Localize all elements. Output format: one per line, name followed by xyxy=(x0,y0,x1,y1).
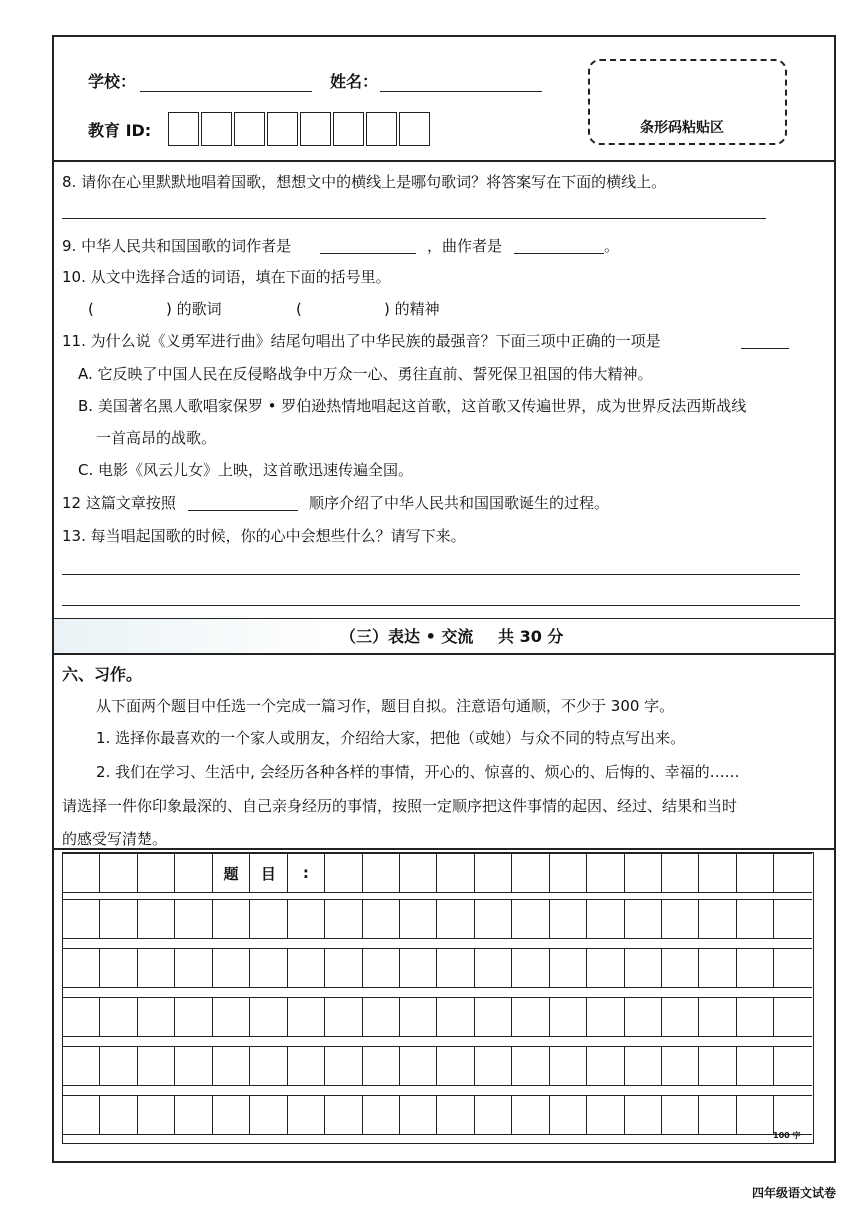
id-box[interactable] xyxy=(366,112,397,146)
grid-cell[interactable] xyxy=(625,948,662,988)
grid-cell[interactable] xyxy=(587,997,624,1037)
grid-cell[interactable] xyxy=(475,997,512,1037)
grid-cell[interactable] xyxy=(737,1095,774,1135)
grid-cell[interactable] xyxy=(587,899,624,939)
grid-cell[interactable] xyxy=(138,997,175,1037)
grid-cell[interactable] xyxy=(550,853,587,893)
composition-option-2-line3: 的感受写清楚。 xyxy=(62,830,168,848)
grid-cell[interactable] xyxy=(512,1046,549,1086)
grid-cell[interactable] xyxy=(175,899,212,939)
grid-cell[interactable] xyxy=(662,948,699,988)
school-field[interactable] xyxy=(140,91,312,92)
grid-cell[interactable] xyxy=(437,1095,474,1135)
answer-blank-9-lyricist[interactable] xyxy=(320,253,416,254)
grid-cell[interactable] xyxy=(363,899,400,939)
grid-cell[interactable] xyxy=(774,853,811,893)
grid-cell[interactable] xyxy=(363,853,400,893)
id-box[interactable] xyxy=(201,112,232,146)
grid-title-cell[interactable]: : xyxy=(288,853,325,893)
question-8: 8. 请你在心里默默地唱着国歌，想想文中的横线上是哪句歌词？将答案写在下面的横线上。 xyxy=(62,173,667,191)
q10-open-paren-2: ( xyxy=(296,300,302,318)
grid-cell[interactable] xyxy=(662,1046,699,1086)
grid-cell[interactable] xyxy=(63,948,100,988)
grid-row xyxy=(63,899,812,939)
grid-cell[interactable] xyxy=(774,899,811,939)
grid-cell[interactable] xyxy=(213,997,250,1037)
grid-cell[interactable] xyxy=(550,1095,587,1135)
grid-cell[interactable] xyxy=(63,1046,100,1086)
question-12-part1: 12 这篇文章按照 xyxy=(62,494,176,512)
answer-line-13-1[interactable] xyxy=(62,574,800,575)
grid-cell[interactable] xyxy=(100,1046,137,1086)
grid-cell[interactable] xyxy=(325,1046,362,1086)
grid-cell[interactable] xyxy=(737,948,774,988)
grid-title-cell[interactable]: 目 xyxy=(250,853,287,893)
grid-cell[interactable] xyxy=(699,1095,736,1135)
grid-cell[interactable] xyxy=(400,853,437,893)
grid-cell[interactable] xyxy=(100,997,137,1037)
id-box[interactable] xyxy=(267,112,298,146)
grid-cell[interactable] xyxy=(437,997,474,1037)
grid-cell[interactable] xyxy=(100,899,137,939)
question-9-part1: 9. 中华人民共和国国歌的词作者是 xyxy=(62,237,292,255)
q10-close-paren-2[interactable]: ) 的精神 xyxy=(384,300,440,318)
paper-title: 四年级语文试卷 xyxy=(752,1186,837,1200)
grid-cell[interactable] xyxy=(737,997,774,1037)
grid-cell[interactable] xyxy=(400,1095,437,1135)
grid-cell[interactable] xyxy=(138,899,175,939)
grid-cell[interactable] xyxy=(774,997,811,1037)
grid-cell[interactable] xyxy=(288,1046,325,1086)
question-9-part3: 。 xyxy=(604,237,620,255)
answer-blank-12[interactable] xyxy=(188,510,298,511)
grid-cell[interactable] xyxy=(288,1095,325,1135)
grid-row xyxy=(63,853,812,893)
grid-cell[interactable] xyxy=(737,899,774,939)
grid-cell[interactable] xyxy=(437,948,474,988)
grid-cell[interactable] xyxy=(175,1095,212,1135)
grid-cell[interactable] xyxy=(475,948,512,988)
grid-cell[interactable] xyxy=(737,853,774,893)
grid-cell[interactable] xyxy=(250,1095,287,1135)
grid-cell[interactable] xyxy=(325,853,362,893)
q11-option-b-line1[interactable]: B. 美国著名黑人歌唱家保罗 • 罗伯逊热情地唱起这首歌，这首歌又传遍世界，成为世界反法西斯战线 xyxy=(78,397,747,415)
answer-blank-11[interactable] xyxy=(741,348,789,349)
answer-line-8[interactable] xyxy=(62,218,766,219)
grid-cell[interactable] xyxy=(550,997,587,1037)
grid-cell[interactable] xyxy=(437,899,474,939)
composition-heading: 六、习作。 xyxy=(62,665,143,684)
id-label: 教育 ID: xyxy=(88,121,152,140)
grid-cell[interactable] xyxy=(587,1095,624,1135)
grid-cell[interactable] xyxy=(400,997,437,1037)
name-label: 姓名： xyxy=(330,72,379,91)
section-3-title: （三）表达 • 交流 xyxy=(340,627,474,646)
grid-cell[interactable] xyxy=(288,997,325,1037)
section-divider-bottom xyxy=(52,653,836,655)
grid-cell[interactable] xyxy=(625,853,662,893)
grid-cell[interactable] xyxy=(138,948,175,988)
composition-option-2-line1: 2. 我们在学习、生活中, 会经历各种各样的事情，开心的、惊喜的、烦心的、后悔的、幸福的…… xyxy=(96,763,740,781)
answer-blank-9-composer[interactable] xyxy=(514,253,604,254)
grid-cell[interactable] xyxy=(587,853,624,893)
grid-cell[interactable] xyxy=(325,997,362,1037)
grid-cell[interactable] xyxy=(475,1046,512,1086)
grid-row xyxy=(63,997,812,1037)
grid-cell[interactable] xyxy=(100,853,137,893)
grid-cell[interactable] xyxy=(774,1095,811,1135)
grid-cell[interactable] xyxy=(100,1095,137,1135)
grid-cell[interactable] xyxy=(699,997,736,1037)
grid-cell[interactable] xyxy=(213,1095,250,1135)
grid-cell[interactable] xyxy=(400,899,437,939)
grid-cell[interactable] xyxy=(63,899,100,939)
grid-cell[interactable] xyxy=(475,899,512,939)
question-9-part2: ，曲作者是 xyxy=(427,237,503,255)
grid-cell[interactable] xyxy=(512,899,549,939)
grid-cell[interactable] xyxy=(100,948,137,988)
grid-cell[interactable] xyxy=(437,1046,474,1086)
grid-cell[interactable] xyxy=(699,853,736,893)
grid-row xyxy=(63,948,812,988)
grid-cell[interactable] xyxy=(250,997,287,1037)
grid-cell[interactable] xyxy=(512,1095,549,1135)
writing-grid[interactable] xyxy=(62,852,814,1144)
grid-cell[interactable] xyxy=(475,853,512,893)
grid-cell[interactable] xyxy=(625,1046,662,1086)
grid-title-cell[interactable]: 题 xyxy=(213,853,250,893)
q10-open-paren-1: ( xyxy=(88,300,94,318)
grid-cell[interactable] xyxy=(550,1046,587,1086)
composition-intro: 从下面两个题目中任选一个完成一篇习作，题目自拟。注意语句通顺，不少于 300 字。 xyxy=(96,697,675,715)
school-label: 学校： xyxy=(88,72,137,91)
grid-divider xyxy=(52,848,836,850)
grid-cell[interactable] xyxy=(325,899,362,939)
grid-cell[interactable] xyxy=(250,899,287,939)
grid-cell[interactable] xyxy=(662,1095,699,1135)
grid-cell[interactable] xyxy=(737,1046,774,1086)
grid-cell[interactable] xyxy=(325,1095,362,1135)
grid-cell[interactable] xyxy=(587,1046,624,1086)
q11-option-b-line2: 一首高昂的战歌。 xyxy=(96,429,217,447)
grid-cell[interactable] xyxy=(213,1046,250,1086)
grid-cell[interactable] xyxy=(625,1095,662,1135)
question-12-part2: 顺序介绍了中华人民共和国国歌诞生的过程。 xyxy=(309,494,610,512)
header-divider xyxy=(52,160,836,162)
grid-cell[interactable] xyxy=(400,948,437,988)
grid-cell[interactable] xyxy=(175,853,212,893)
grid-cell[interactable] xyxy=(475,1095,512,1135)
composition-option-1: 1. 选择你最喜欢的一个家人或朋友，介绍给大家，把他（或她）与众不同的特点写出来。 xyxy=(96,729,686,747)
composition-option-2-line2: 请选择一件你印象最深的、自己亲身经历的事情，按照一定顺序把这件事情的起因、经过、结果和当时 xyxy=(62,797,738,815)
question-10: 10. 从文中选择合适的词语，填在下面的括号里。 xyxy=(62,268,391,286)
grid-cell[interactable] xyxy=(587,948,624,988)
grid-cell[interactable] xyxy=(63,997,100,1037)
grid-cell[interactable] xyxy=(63,1095,100,1135)
grid-cell[interactable] xyxy=(325,948,362,988)
id-box[interactable] xyxy=(399,112,430,146)
q11-option-a[interactable]: A. 它反映了中国人民在反侵略战争中万众一心、勇往直前、誓死保卫祖国的伟大精神。 xyxy=(78,365,653,383)
grid-cell[interactable] xyxy=(250,948,287,988)
grid-cell[interactable] xyxy=(288,899,325,939)
grid-cell[interactable] xyxy=(175,1046,212,1086)
grid-cell[interactable] xyxy=(662,997,699,1037)
grid-cell[interactable] xyxy=(662,853,699,893)
q10-close-paren-1[interactable]: ) 的歌词 xyxy=(166,300,222,318)
grid-cell[interactable] xyxy=(699,1046,736,1086)
grid-cell[interactable] xyxy=(363,997,400,1037)
grid-cell[interactable] xyxy=(213,899,250,939)
section-3-score: 共 30 分 xyxy=(498,627,564,646)
id-box[interactable] xyxy=(333,112,364,146)
grid-cell[interactable] xyxy=(774,1046,811,1086)
grid-cell[interactable] xyxy=(550,899,587,939)
question-13: 13. 每当唱起国歌的时候，你的心中会想些什么？请写下来。 xyxy=(62,527,466,545)
q11-option-c[interactable]: C. 电影《风云儿女》上映，这首歌迅速传遍全国。 xyxy=(78,461,414,479)
name-field[interactable] xyxy=(380,91,542,92)
grid-cell[interactable] xyxy=(662,899,699,939)
grid-cell[interactable] xyxy=(175,997,212,1037)
grid-cell[interactable] xyxy=(138,1046,175,1086)
grid-cell[interactable] xyxy=(363,1095,400,1135)
id-box[interactable] xyxy=(234,112,265,146)
grid-cell[interactable] xyxy=(625,997,662,1037)
grid-row xyxy=(63,1095,812,1135)
grid-cell[interactable] xyxy=(625,899,662,939)
grid-cell[interactable] xyxy=(175,948,212,988)
grid-cell[interactable] xyxy=(774,948,811,988)
grid-cell[interactable] xyxy=(363,948,400,988)
grid-word-count: 100 字 xyxy=(773,1131,801,1140)
grid-cell[interactable] xyxy=(699,899,736,939)
barcode-label: 条形码粘贴区 xyxy=(640,120,724,136)
grid-row xyxy=(63,1046,812,1086)
grid-cell[interactable] xyxy=(550,948,587,988)
grid-cell[interactable] xyxy=(437,853,474,893)
answer-line-13-2[interactable] xyxy=(62,605,800,606)
grid-cell[interactable] xyxy=(138,853,175,893)
grid-cell[interactable] xyxy=(63,853,100,893)
grid-cell[interactable] xyxy=(250,1046,287,1086)
grid-cell[interactable] xyxy=(512,997,549,1037)
question-11: 11. 为什么说《义勇军进行曲》结尾句唱出了中华民族的最强音？下面三项中正确的一项是 xyxy=(62,332,661,350)
grid-cell[interactable] xyxy=(138,1095,175,1135)
grid-cell[interactable] xyxy=(512,948,549,988)
grid-cell[interactable] xyxy=(288,948,325,988)
grid-cell[interactable] xyxy=(400,1046,437,1086)
id-box[interactable] xyxy=(168,112,199,146)
grid-cell[interactable] xyxy=(363,1046,400,1086)
grid-cell[interactable] xyxy=(512,853,549,893)
id-box[interactable] xyxy=(300,112,331,146)
grid-cell[interactable] xyxy=(699,948,736,988)
grid-cell[interactable] xyxy=(213,948,250,988)
